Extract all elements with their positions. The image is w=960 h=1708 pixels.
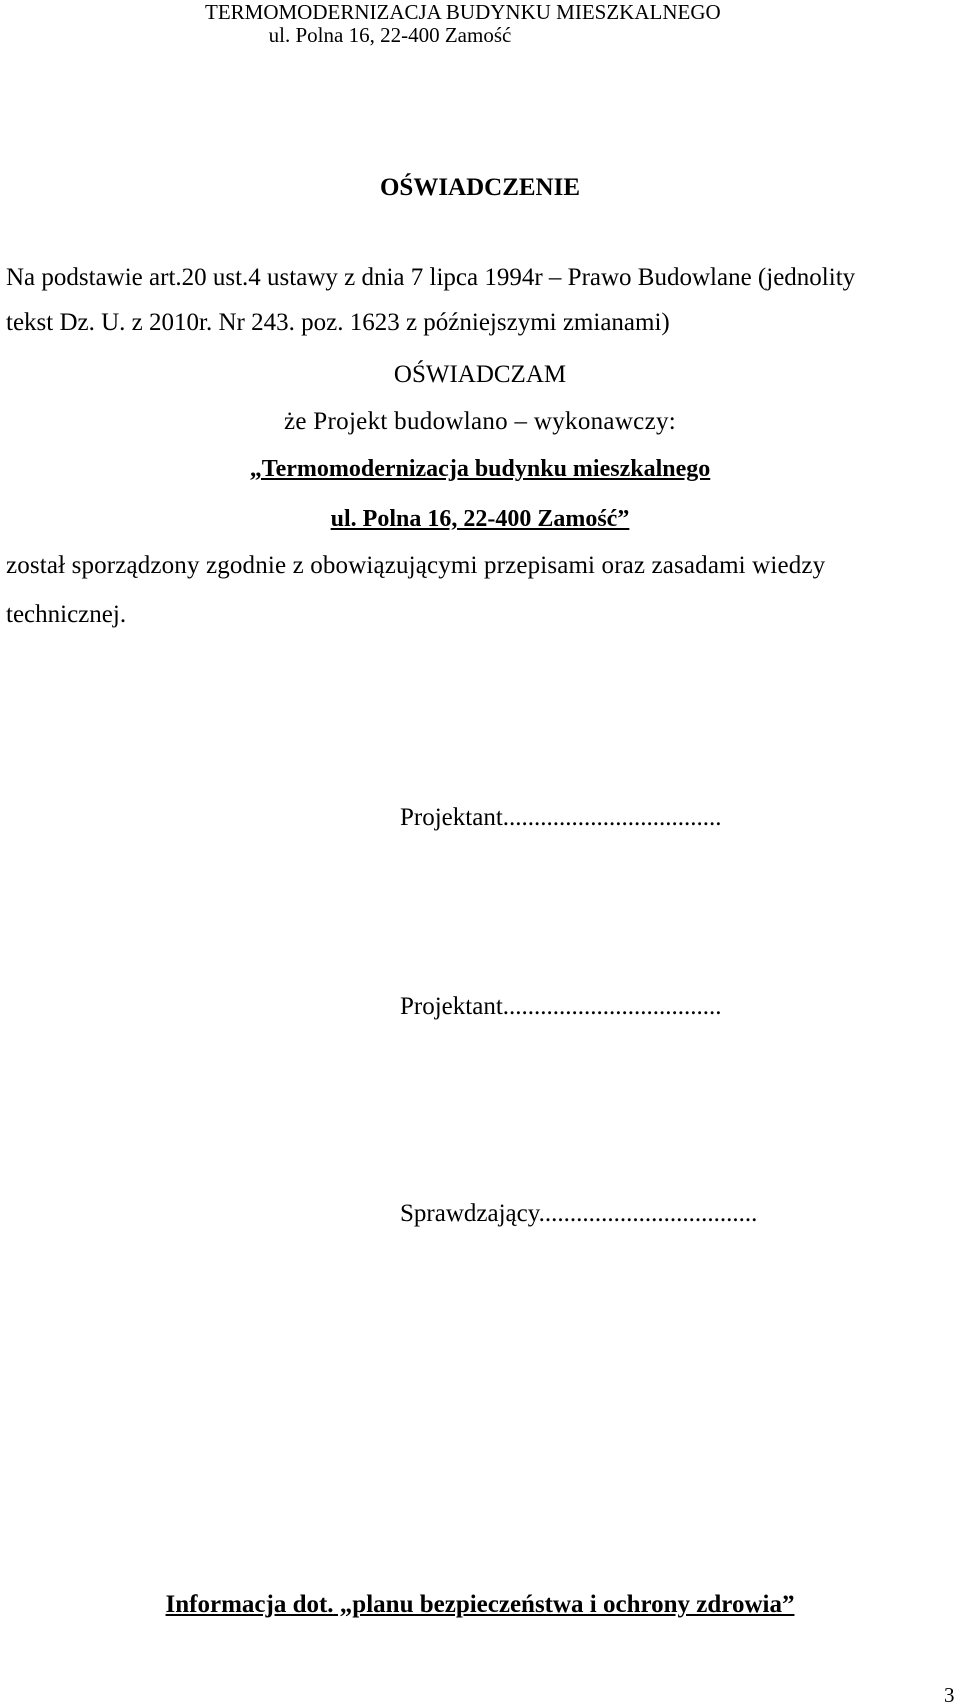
project-intro: że Projekt budowlano – wykonawczy: — [283, 408, 677, 435]
declaration-heading: OŚWIADCZAM — [393, 361, 567, 388]
page-number: 3 — [944, 1683, 955, 1707]
signature-designer-2: Projektant................................... — [400, 993, 722, 1020]
project-name-line-2: ul. Polna 16, 22-400 Zamość” — [330, 506, 630, 532]
legal-basis-line-1: Na podstawie art.20 ust.4 ustawy z dnia 7 lipca 1994r – Prawo Budowlane (jednolity — [6, 264, 856, 291]
conclusion-line-2: technicznej. — [6, 601, 127, 628]
legal-basis-line-2: tekst Dz. U. z 2010r. Nr 243. poz. 1623 z późniejszymi zmianami) — [6, 309, 670, 336]
header-address: ul. Polna 16, 22-400 Zamość — [268, 23, 512, 47]
project-name-line-1: „Termomodernizacja budynku mieszkalnego — [249, 456, 711, 482]
conclusion-line-1: został sporządzony zgodnie z obowiązującymi przepisami oraz zasadami wiedzy — [6, 552, 826, 579]
safety-plan-info-heading: Informacja dot. „planu bezpieczeństwa i ochrony zdrowia” — [165, 1591, 795, 1618]
document-title: OŚWIADCZENIE — [379, 174, 581, 201]
header-title: TERMOMODERNIZACJA BUDYNKU MIESZKALNEGO — [205, 0, 721, 24]
signature-designer-1: Projektant................................... — [400, 804, 722, 831]
signature-checker: Sprawdzający................................... — [400, 1200, 758, 1227]
